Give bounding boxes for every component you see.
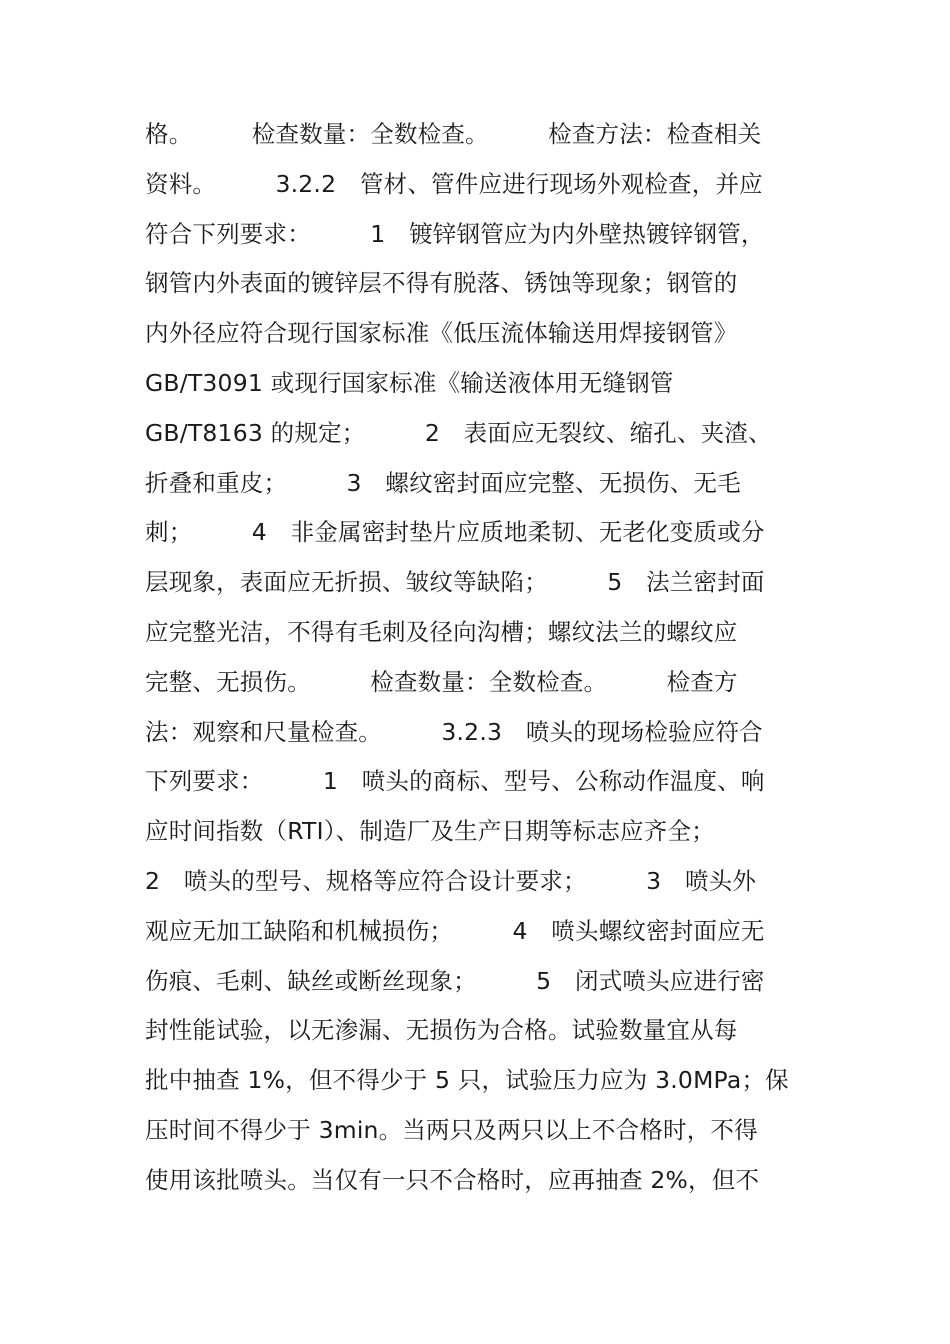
text-line: 封性能试验，以无渗漏、无损伤为合格。试验数量宜从每 xyxy=(145,1016,738,1045)
text-line: 刺； 4 非金属密封垫片应质地柔韧、无老化变质或分 xyxy=(145,518,765,547)
text-line: 观应无加工缺陷和机械损伤； 4 喷头螺纹密封面应无 xyxy=(145,916,765,945)
text-line: 内外径应符合现行国家标准《低压流体输送用焊接钢管》 xyxy=(145,319,738,348)
text-line: 伤痕、毛刺、缺丝或断丝现象； 5 闭式喷头应进行密 xyxy=(145,966,765,995)
text-line: 层现象，表面应无折损、皱纹等缺陷； 5 法兰密封面 xyxy=(145,568,765,597)
text-line: 批中抽查 1%，但不得少于 5 只，试验压力应为 3.0MPa；保 xyxy=(145,1066,789,1095)
text-line: 法：观察和尺量检查。 3.2.3 喷头的现场检验应符合 xyxy=(145,717,763,746)
text-line: 完整、无损伤。 检查数量：全数检查。 检查方 xyxy=(145,667,738,696)
text-line: 符合下列要求： 1 镀锌钢管应为内外壁热镀锌钢管， xyxy=(145,219,765,248)
text-line: 使用该批喷头。当仅有一只不合格时，应再抽查 2%，但不 xyxy=(145,1165,760,1194)
text-line: GB/T8163 的规定； 2 表面应无裂纹、缩孔、夹渣、 xyxy=(145,418,772,447)
text-line: 资料。 3.2.2 管材、管件应进行现场外观检查，并应 xyxy=(145,169,763,198)
text-line: 折叠和重皮； 3 螺纹密封面应完整、无损伤、无毛 xyxy=(145,468,741,497)
text-line: 压时间不得少于 3min。当两只及两只以上不合格时，不得 xyxy=(145,1115,758,1144)
body-text xyxy=(145,110,815,1206)
text-line: 格。 检查数量：全数检查。 检查方法：检查相关 xyxy=(145,120,762,148)
text-line: 钢管内外表面的镀锌层不得有脱落、锈蚀等现象；钢管的 xyxy=(145,269,738,298)
text-line: 应时间指数（RTI）、制造厂及生产日期等标志应齐全； xyxy=(145,817,715,846)
text-line: 应完整光洁，不得有毛刺及径向沟槽；螺纹法兰的螺纹应 xyxy=(145,617,738,646)
text-line: GB/T3091 或现行国家标准《输送液体用无缝钢管 xyxy=(145,368,674,397)
text-line: 2 喷头的型号、规格等应符合设计要求； 3 喷头外 xyxy=(145,866,757,895)
text-line: 下列要求： 1 喷头的商标、型号、公称动作温度、响 xyxy=(145,767,765,796)
